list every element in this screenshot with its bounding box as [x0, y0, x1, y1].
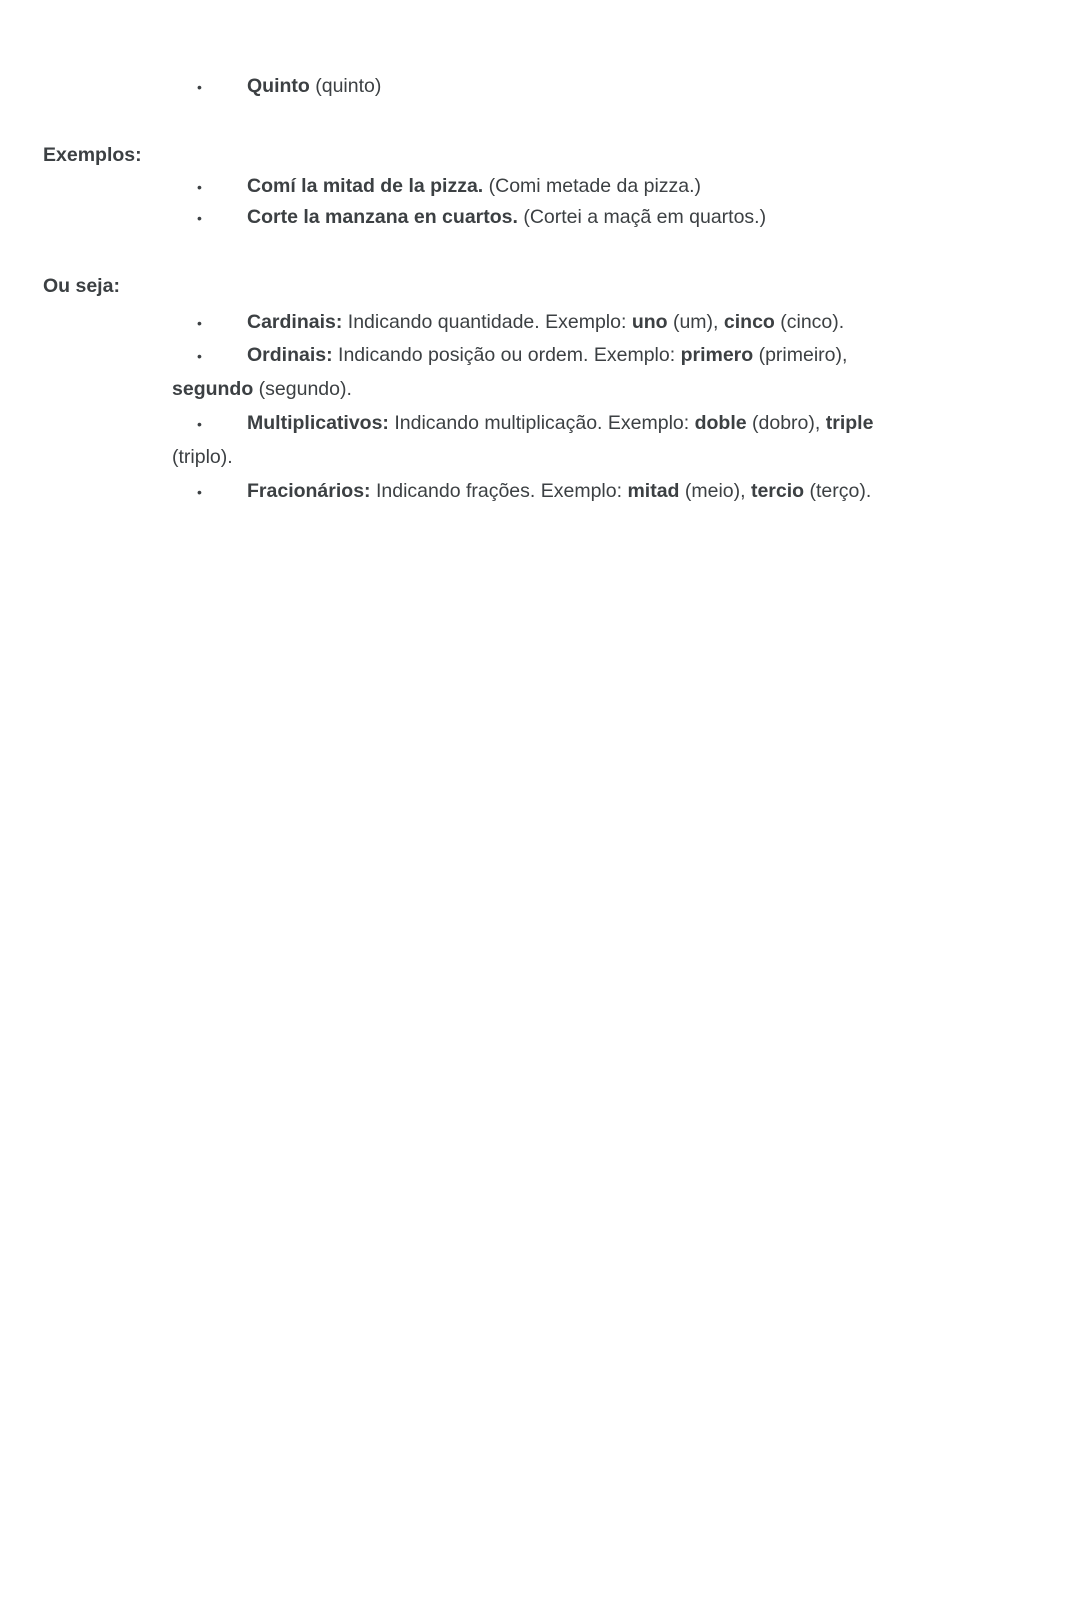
- item-text: (cinco).: [774, 311, 845, 333]
- item-text: Indicando quantidade. Exemplo:: [342, 311, 632, 333]
- item-example-bold: tercio: [750, 480, 805, 502]
- list-item-ordinais: [172, 344, 1080, 368]
- bullet-marker: •: [197, 79, 202, 95]
- item-text: (um),: [667, 311, 724, 333]
- bullet-marker: •: [197, 179, 202, 195]
- item-text: (triplo).: [172, 446, 233, 468]
- item-example-bold: cinco: [723, 311, 775, 333]
- bullet-marker: •: [197, 348, 202, 364]
- section-heading-ou-seja: Ou seja:: [43, 275, 120, 297]
- item-example-bold: doble: [694, 412, 747, 434]
- item-term: Quinto: [247, 75, 310, 97]
- item-text: (dobro),: [746, 412, 826, 434]
- list-item-ordinais-cont: [172, 378, 1080, 401]
- item-translation: (Cortei a maçã em quartos.): [517, 206, 767, 228]
- item-term: Cardinais:: [247, 311, 343, 333]
- bullet-marker: •: [197, 416, 202, 432]
- item-example-bold: triple: [825, 412, 874, 434]
- list-item-quinto: [172, 75, 1080, 99]
- list-item-corte: [172, 206, 1080, 230]
- list-item-fracionarios: [172, 480, 1080, 504]
- item-translation: (quinto): [309, 75, 382, 97]
- item-text: Indicando multiplicação. Exemplo:: [388, 412, 695, 434]
- item-text: (meio),: [679, 480, 751, 502]
- item-term: Multiplicativos:: [247, 412, 389, 434]
- list-item-multiplicativos: [172, 412, 1080, 436]
- item-term: Corte la manzana en cuartos.: [247, 206, 518, 228]
- list-item-multiplicativos-cont: [172, 446, 1080, 469]
- item-term: Comí la mitad de la pizza.: [247, 175, 484, 197]
- item-term: Fracionários:: [247, 480, 371, 502]
- item-translation: (Comi metade da pizza.): [483, 175, 702, 197]
- document-page: [0, 75, 1080, 1602]
- item-example-bold: segundo: [172, 378, 254, 400]
- item-text: (primeiro),: [753, 344, 848, 366]
- item-text: (terço).: [804, 480, 872, 502]
- bullet-marker: •: [197, 210, 202, 226]
- item-term: Ordinais:: [247, 344, 333, 366]
- item-example-bold: mitad: [627, 480, 680, 502]
- item-text: Indicando frações. Exemplo:: [370, 480, 628, 502]
- item-example-bold: primero: [680, 344, 754, 366]
- list-item-cardinais: [172, 311, 1080, 335]
- section-heading-exemplos: Exemplos:: [43, 144, 142, 166]
- item-text: Indicando posição ou ordem. Exemplo:: [332, 344, 681, 366]
- item-text: (segundo).: [253, 378, 352, 400]
- bullet-marker: •: [197, 484, 202, 500]
- item-example-bold: uno: [631, 311, 668, 333]
- bullet-marker: •: [197, 315, 202, 331]
- list-item-comi: [172, 175, 1080, 199]
